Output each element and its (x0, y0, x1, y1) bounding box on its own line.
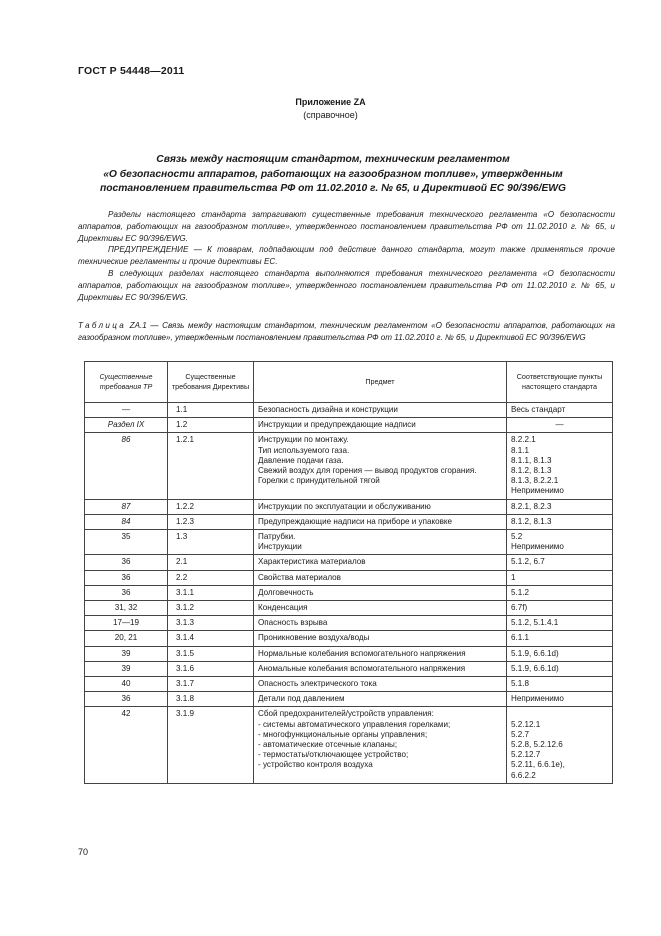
subject-line: Инструкции (258, 542, 302, 552)
subject-line: - автоматические отсечные клапаны; (258, 740, 398, 750)
table-row (85, 585, 613, 600)
cell-directive-requirement: 1.2.3 (168, 514, 254, 529)
clause-line: 5.1.2 (511, 587, 530, 597)
clause-line: 5.1.2, 6.7 (511, 557, 545, 567)
clause-line: 5.1.9, 6.6.1d) (511, 663, 559, 673)
cell-standard-clauses (507, 661, 613, 676)
subject-line: - устройство контроля воздуха (258, 760, 373, 770)
table-row (85, 418, 613, 433)
cell-directive-requirement: 1.2.1 (168, 433, 254, 499)
header-directive-requirements: Существенные требования Директивы (168, 362, 254, 403)
clause-line: 8.1.1 (511, 445, 530, 455)
cell-tr-requirement: 42 (85, 707, 168, 783)
cell-standard-clauses (507, 585, 613, 600)
cell-directive-requirement: 3.1.9 (168, 707, 254, 783)
subject-line: Аномальные колебания вспомогательного напряжения (258, 663, 466, 673)
cell-directive-requirement: 3.1.1 (168, 585, 254, 600)
clause-line: 6.1.1 (511, 633, 530, 643)
table-row (85, 646, 613, 661)
clause-line: Весь стандарт (511, 405, 566, 414)
subject-line: Опасность электрического тока (258, 679, 377, 689)
cell-directive-requirement: 1.2 (168, 418, 254, 433)
cell-tr-requirement: 36 (85, 692, 168, 707)
clause-line: 5.1.9, 6.6.1d) (511, 648, 559, 658)
subject-line: - системы автоматического управления горелками; (258, 719, 451, 729)
cell-tr-requirement: 20, 21 (85, 631, 168, 646)
cell-directive-requirement: 2.1 (168, 555, 254, 570)
cell-standard-clauses (507, 514, 613, 529)
cell-tr-requirement: 36 (85, 555, 168, 570)
table-row (85, 601, 613, 616)
table-row (85, 433, 613, 499)
subject-line: Конденсация (258, 603, 308, 613)
subject-line: Нормальные колебания вспомогательного напряжения (258, 648, 466, 658)
cell-tr-requirement: 40 (85, 677, 168, 692)
cell-directive-requirement: 3.1.7 (168, 677, 254, 692)
intro-paragraphs (78, 209, 615, 303)
table-row (85, 555, 613, 570)
subject-line: Сбой предохранителей/устройств управления: (258, 709, 434, 719)
table-row (85, 530, 613, 555)
table-row (85, 631, 613, 646)
cell-standard-clauses (507, 403, 613, 418)
subject-line: Давление подачи газа. (258, 455, 344, 465)
table-row (85, 403, 613, 418)
subject-line: Инструкции по монтажу. (258, 435, 349, 445)
cell-directive-requirement: 3.1.3 (168, 616, 254, 631)
clause-line: 5.2.7 (511, 729, 530, 739)
cell-subject (254, 570, 507, 585)
cell-standard-clauses (507, 433, 613, 499)
subject-line: Патрубки. (258, 532, 296, 542)
annex-subtitle: (справочное) (303, 110, 358, 120)
cell-subject (254, 514, 507, 529)
cell-tr-requirement: 36 (85, 585, 168, 600)
cell-tr-requirement: 86 (85, 433, 168, 499)
cell-directive-requirement: 1.2.2 (168, 499, 254, 514)
cell-tr-requirement: — (85, 403, 168, 418)
subject-line: Предупреждающие надписи на приборе и упаковке (258, 516, 453, 526)
table-row (85, 570, 613, 585)
subject-line: - многофункциональные органы управления; (258, 729, 428, 739)
subject-line: Долговечность (258, 587, 314, 597)
cell-subject (254, 616, 507, 631)
document-code: ГОСТ Р 54448—2011 (78, 65, 185, 77)
title-line: «О безопасности аппаратов, работающих на газообразном топливе», утвержденным (103, 168, 563, 180)
clause-line: Неприменимо (511, 486, 564, 496)
table-row (85, 499, 613, 514)
annex-title: Приложение ZA (295, 97, 366, 107)
clause-line: 8.2.1, 8.2.3 (511, 501, 552, 511)
cell-subject (254, 707, 507, 783)
clause-line: 5.2.12.1 (511, 719, 541, 729)
cell-standard-clauses (507, 631, 613, 646)
clause-line: 8.1.2, 8.1.3 (511, 466, 552, 476)
paragraph: Разделы настоящего стандарта затрагивают существенные требования технического регламента «О безопасности аппаратов, работающих на газообразном топливе», утвержденного постановлением правительства РФ от 11.02.2010 г. № 65, и Директивы ЕС 90/396/EWG. (78, 210, 615, 243)
cell-subject (254, 555, 507, 570)
clause-line: 5.2.8, 5.2.12.6 (511, 740, 563, 750)
cell-tr-requirement: Раздел IX (85, 418, 168, 433)
subject-line: Детали под давлением (258, 694, 345, 704)
title-line: постановлением правительства РФ от 11.02.2010 г. № 65, и Директивой ЕС 90/396/EWG (99, 183, 567, 194)
table-row (85, 677, 613, 692)
cell-tr-requirement: 36 (85, 570, 168, 585)
cell-directive-requirement: 3.1.6 (168, 661, 254, 676)
cell-standard-clauses (507, 616, 613, 631)
cell-subject (254, 631, 507, 646)
subject-line: Горелки с принудительной тягой (258, 476, 380, 486)
cell-standard-clauses (507, 530, 613, 555)
table-body (85, 403, 613, 784)
subject-line: - термостаты/отключающее устройство; (258, 750, 409, 760)
cell-subject (254, 661, 507, 676)
clause-line: 8.2.2.1 (511, 435, 536, 445)
cell-tr-requirement: 84 (85, 514, 168, 529)
cell-subject (254, 433, 507, 499)
cell-standard-clauses (507, 418, 613, 433)
cell-directive-requirement: 1.1 (168, 403, 254, 418)
clause-line: 6.6.2.2 (511, 770, 536, 780)
cell-standard-clauses (507, 499, 613, 514)
table-row (85, 616, 613, 631)
clause-line: 8.1.3, 8.2.2.1 (511, 476, 559, 486)
annex-heading (0, 96, 661, 122)
table-caption-label: Таблица (78, 321, 127, 330)
cell-directive-requirement: 2.2 (168, 570, 254, 585)
header-subject: Предмет (254, 362, 507, 403)
clause-line: Неприменимо (511, 694, 564, 704)
subject-line: Опасность взрыва (258, 618, 328, 628)
clause-line: 5.2.12.7 (511, 750, 541, 760)
paragraph: В следующих разделах настоящего стандарта выполняются требования технического регламента «О безопасности аппаратов, работающих на газообразном топливе», утвержденного постановлением правительства РФ от 11.02.2010 г. № 65, и Директивы ЕС 90/396/EWG. (78, 268, 615, 302)
clause-line: — (555, 420, 564, 430)
table-row (85, 707, 613, 783)
clause-line (511, 709, 608, 719)
cell-tr-requirement: 31, 32 (85, 601, 168, 616)
cell-subject (254, 530, 507, 555)
cell-directive-requirement: 3.1.8 (168, 692, 254, 707)
cell-tr-requirement: 87 (85, 499, 168, 514)
clause-line: 5.2.11, 6.6.1e), (511, 760, 565, 770)
cell-standard-clauses (507, 570, 613, 585)
subject-line: Свежий воздух для горения — вывод продуктов сгорания. (258, 466, 477, 476)
subject-line: Инструкции по эксплуатации и обслуживанию (258, 501, 431, 511)
cell-subject (254, 677, 507, 692)
subject-line: Инструкции и предупреждающие надписи (258, 420, 416, 430)
clause-line: 8.1.2, 8.1.3 (511, 516, 552, 526)
cell-standard-clauses (507, 692, 613, 707)
cell-directive-requirement: 1.3 (168, 530, 254, 555)
clause-line: 5.1.2, 5.1.4.1 (511, 618, 559, 628)
clause-line: 5.1.8 (511, 679, 530, 689)
clause-line: Неприменимо (511, 542, 564, 552)
header-tr-requirements: Существенные требования ТР (85, 362, 168, 403)
cell-directive-requirement: 3.1.4 (168, 631, 254, 646)
cell-standard-clauses (507, 601, 613, 616)
paragraph-warning: ПРЕДУПРЕЖДЕНИЕ — К товарам, подпадающим под действие данного стандарта, могут также применяться прочие технические регламенты и прочие директивы ЕС. (78, 245, 615, 267)
table-header-row (85, 362, 613, 403)
table-row (85, 661, 613, 676)
clause-line: 6.7f) (511, 603, 528, 613)
clause-line: 5.2 (511, 532, 523, 542)
subject-line: Проникновение воздуха/воды (258, 633, 370, 643)
subject-line: Характеристика материалов (258, 557, 366, 567)
cell-tr-requirement: 39 (85, 646, 168, 661)
cell-standard-clauses (507, 707, 613, 783)
cell-subject (254, 499, 507, 514)
subject-line: Безопасность дизайна и конструкции (258, 405, 398, 414)
cell-tr-requirement: 39 (85, 661, 168, 676)
cell-standard-clauses (507, 555, 613, 570)
cell-directive-requirement: 3.1.5 (168, 646, 254, 661)
correspondence-table (84, 361, 613, 784)
table-caption-text: ZA.1 — Связь между настоящим стандартом, техническим регламентом «О безопасности аппаратов, работающих на газообразном топливе», утвержденным постановлением правительства РФ от 11.02.2010 г. № 65, и Директивой ЕС 90/396/EWG (78, 321, 615, 342)
cell-subject (254, 403, 507, 418)
cell-subject (254, 601, 507, 616)
cell-directive-requirement: 3.1.2 (168, 601, 254, 616)
clause-line: 8.1.1, 8.1.3 (511, 455, 552, 465)
cell-standard-clauses (507, 646, 613, 661)
cell-subject (254, 646, 507, 661)
subject-line: Свойства материалов (258, 572, 341, 582)
cell-subject (254, 418, 507, 433)
table-row (85, 514, 613, 529)
cell-tr-requirement: 35 (85, 530, 168, 555)
subject-line: Тип используемого газа. (258, 445, 350, 455)
table-row (85, 692, 613, 707)
cell-subject (254, 585, 507, 600)
annex-main-title (78, 153, 588, 197)
table-caption (78, 320, 615, 344)
header-standard-clauses: Соответствующие пункты настоящего стандарта (507, 362, 613, 403)
cell-subject (254, 692, 507, 707)
page-number: 70 (78, 847, 89, 857)
cell-tr-requirement: 17—19 (85, 616, 168, 631)
title-line: Связь между настоящим стандартом, техническим регламентом (156, 154, 510, 165)
clause-line: 1 (511, 572, 516, 582)
cell-standard-clauses (507, 677, 613, 692)
